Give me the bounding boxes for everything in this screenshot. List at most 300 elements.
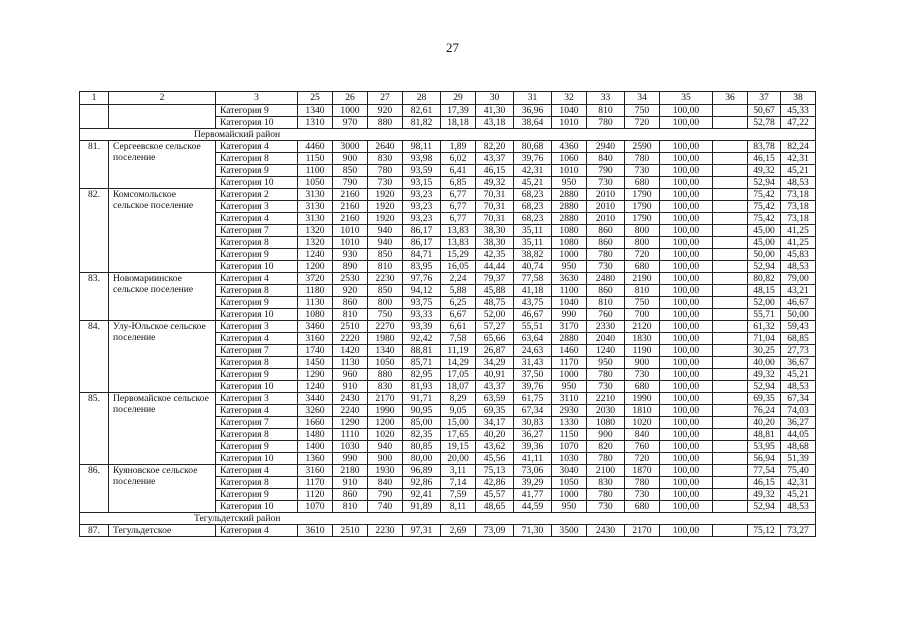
row-index: 87. <box>80 525 109 537</box>
value-cell <box>713 297 748 309</box>
value-cell: 2170 <box>625 525 660 537</box>
value-cell: 43,62 <box>476 441 514 453</box>
value-cell: 73,18 <box>781 213 816 225</box>
value-cell: 1480 <box>298 429 333 441</box>
value-cell: 43,37 <box>476 381 514 393</box>
value-cell: 900 <box>625 357 660 369</box>
value-cell: 79,37 <box>476 273 514 285</box>
value-cell: 100,00 <box>660 309 713 321</box>
value-cell: 97,31 <box>403 525 441 537</box>
value-cell: 2590 <box>625 141 660 153</box>
category-cell: Категория 10 <box>216 117 298 129</box>
value-cell: 18,07 <box>441 381 476 393</box>
value-cell: 780 <box>587 369 625 381</box>
value-cell: 93,23 <box>403 213 441 225</box>
value-cell: 100,00 <box>660 201 713 213</box>
value-cell: 1130 <box>298 297 333 309</box>
value-cell: 1150 <box>298 153 333 165</box>
value-cell: 100,00 <box>660 237 713 249</box>
value-cell: 1070 <box>298 501 333 513</box>
value-cell: 41,77 <box>514 489 552 501</box>
value-cell: 700 <box>625 309 660 321</box>
header-row <box>80 92 816 105</box>
value-cell: 85,00 <box>403 417 441 429</box>
value-cell <box>713 201 748 213</box>
value-cell: 940 <box>368 441 403 453</box>
column-header: 1 <box>80 92 109 105</box>
value-cell: 93,59 <box>403 165 441 177</box>
column-header: 33 <box>587 92 625 105</box>
column-header: 29 <box>441 92 476 105</box>
value-cell: 100,00 <box>660 189 713 201</box>
value-cell: 100,00 <box>660 381 713 393</box>
value-cell: 1150 <box>552 429 587 441</box>
value-cell: 680 <box>625 261 660 273</box>
value-cell: 1240 <box>587 345 625 357</box>
value-cell <box>713 489 748 501</box>
row-index: 85. <box>80 393 109 465</box>
value-cell: 81,82 <box>403 117 441 129</box>
value-cell: 1660 <box>298 417 333 429</box>
value-cell: 93,23 <box>403 201 441 213</box>
value-cell: 780 <box>368 165 403 177</box>
value-cell: 2,69 <box>441 525 476 537</box>
category-cell: Категория 10 <box>216 309 298 321</box>
category-cell: Категория 3 <box>216 321 298 333</box>
value-cell: 48,53 <box>781 261 816 273</box>
value-cell: 1080 <box>552 225 587 237</box>
value-cell <box>713 381 748 393</box>
value-cell: 680 <box>625 381 660 393</box>
value-cell: 850 <box>368 285 403 297</box>
value-cell: 100,00 <box>660 321 713 333</box>
category-cell: Категория 9 <box>216 441 298 453</box>
value-cell: 1420 <box>333 345 368 357</box>
value-cell: 34,29 <box>476 357 514 369</box>
value-cell: 75,13 <box>476 465 514 477</box>
value-cell: 860 <box>587 285 625 297</box>
table-row <box>80 321 816 333</box>
value-cell: 73,27 <box>781 525 816 537</box>
value-cell: 93,98 <box>403 153 441 165</box>
value-cell: 48,65 <box>476 501 514 513</box>
value-cell: 3160 <box>298 333 333 345</box>
value-cell: 50,67 <box>748 105 781 117</box>
value-cell <box>713 153 748 165</box>
value-cell: 760 <box>625 441 660 453</box>
value-cell: 57,27 <box>476 321 514 333</box>
value-cell: 840 <box>368 477 403 489</box>
value-cell: 73,06 <box>514 465 552 477</box>
value-cell: 860 <box>587 225 625 237</box>
value-cell: 55,51 <box>514 321 552 333</box>
value-cell: 3170 <box>552 321 587 333</box>
value-cell: 48,15 <box>748 285 781 297</box>
column-header: 37 <box>748 92 781 105</box>
category-cell: Категория 4 <box>216 213 298 225</box>
value-cell: 19,15 <box>441 441 476 453</box>
value-cell: 77,54 <box>748 465 781 477</box>
value-cell <box>713 261 748 273</box>
value-cell: 100,00 <box>660 297 713 309</box>
value-cell: 1010 <box>552 165 587 177</box>
value-cell: 3260 <box>298 405 333 417</box>
value-cell: 1870 <box>625 465 660 477</box>
value-cell: 820 <box>587 441 625 453</box>
value-cell: 93,23 <box>403 189 441 201</box>
value-cell: 760 <box>587 309 625 321</box>
value-cell: 43,75 <box>514 297 552 309</box>
value-cell: 82,61 <box>403 105 441 117</box>
value-cell: 93,75 <box>403 297 441 309</box>
value-cell: 6,25 <box>441 297 476 309</box>
value-cell: 69,35 <box>476 405 514 417</box>
value-cell: 16,05 <box>441 261 476 273</box>
value-cell: 26,87 <box>476 345 514 357</box>
value-cell: 41,18 <box>514 285 552 297</box>
value-cell: 31,43 <box>514 357 552 369</box>
category-cell: Категория 3 <box>216 201 298 213</box>
value-cell: 49,32 <box>476 177 514 189</box>
value-cell: 100,00 <box>660 225 713 237</box>
value-cell <box>713 333 748 345</box>
value-cell: 45,88 <box>476 285 514 297</box>
value-cell: 42,31 <box>781 153 816 165</box>
value-cell: 7,58 <box>441 333 476 345</box>
column-header: 26 <box>333 92 368 105</box>
value-cell: 720 <box>625 117 660 129</box>
value-cell <box>713 189 748 201</box>
column-header: 25 <box>298 92 333 105</box>
settlement-name: Тегульдетское <box>109 525 216 537</box>
value-cell: 6,77 <box>441 213 476 225</box>
column-header: 30 <box>476 92 514 105</box>
value-cell: 1790 <box>625 201 660 213</box>
value-cell: 1170 <box>552 357 587 369</box>
value-cell: 46,67 <box>781 297 816 309</box>
category-cell: Категория 10 <box>216 501 298 513</box>
value-cell: 48,53 <box>781 177 816 189</box>
value-cell: 3160 <box>298 465 333 477</box>
value-cell: 950 <box>552 177 587 189</box>
value-cell: 720 <box>625 249 660 261</box>
value-cell: 3040 <box>552 465 587 477</box>
value-cell: 86,17 <box>403 225 441 237</box>
settlement-name: Улу-Юльское сельское поселение <box>109 321 216 393</box>
value-cell: 3110 <box>552 393 587 405</box>
category-cell: Категория 8 <box>216 285 298 297</box>
category-cell: Категория 10 <box>216 453 298 465</box>
value-cell: 6,61 <box>441 321 476 333</box>
value-cell <box>713 309 748 321</box>
value-cell: 42,31 <box>781 477 816 489</box>
value-cell: 8,11 <box>441 501 476 513</box>
value-cell: 1170 <box>298 477 333 489</box>
value-cell: 880 <box>368 117 403 129</box>
column-header: 38 <box>781 92 816 105</box>
value-cell: 48,81 <box>748 429 781 441</box>
value-cell <box>713 441 748 453</box>
value-cell: 2040 <box>587 333 625 345</box>
category-cell: Категория 10 <box>216 261 298 273</box>
value-cell: 93,33 <box>403 309 441 321</box>
value-cell: 3130 <box>298 213 333 225</box>
value-cell: 39,76 <box>514 153 552 165</box>
value-cell: 1310 <box>298 117 333 129</box>
category-cell: Категория 8 <box>216 153 298 165</box>
value-cell: 17,39 <box>441 105 476 117</box>
value-cell: 46,15 <box>748 153 781 165</box>
value-cell: 44,59 <box>514 501 552 513</box>
value-cell: 2880 <box>552 213 587 225</box>
value-cell: 77,58 <box>514 273 552 285</box>
column-header: 2 <box>109 92 216 105</box>
value-cell: 1110 <box>333 429 368 441</box>
value-cell: 2940 <box>587 141 625 153</box>
value-cell: 2010 <box>587 201 625 213</box>
value-cell: 1050 <box>552 477 587 489</box>
value-cell: 940 <box>368 225 403 237</box>
value-cell: 2430 <box>333 393 368 405</box>
value-cell: 100,00 <box>660 153 713 165</box>
value-cell: 73,09 <box>476 525 514 537</box>
value-cell: 3440 <box>298 393 333 405</box>
category-cell: Категория 10 <box>216 177 298 189</box>
value-cell: 42,31 <box>514 165 552 177</box>
value-cell: 39,29 <box>514 477 552 489</box>
value-cell: 730 <box>587 261 625 273</box>
column-header: 32 <box>552 92 587 105</box>
value-cell: 2230 <box>368 525 403 537</box>
value-cell: 50,00 <box>781 309 816 321</box>
value-cell: 74,03 <box>781 405 816 417</box>
value-cell: 2010 <box>587 189 625 201</box>
value-cell: 810 <box>587 105 625 117</box>
value-cell <box>713 273 748 285</box>
settlement-name <box>109 105 216 129</box>
value-cell: 810 <box>587 297 625 309</box>
value-cell: 2510 <box>333 525 368 537</box>
value-cell: 2210 <box>587 393 625 405</box>
value-cell: 45,00 <box>748 225 781 237</box>
value-cell: 1920 <box>368 189 403 201</box>
table-row <box>80 105 816 117</box>
value-cell: 1080 <box>298 309 333 321</box>
value-cell: 45,21 <box>781 369 816 381</box>
settlement-name: Куяновское сельское поселение <box>109 465 216 513</box>
value-cell: 750 <box>368 309 403 321</box>
value-cell: 1920 <box>368 213 403 225</box>
category-cell: Категория 10 <box>216 381 298 393</box>
value-cell: 61,75 <box>514 393 552 405</box>
value-cell: 24,63 <box>514 345 552 357</box>
value-cell: 1930 <box>368 465 403 477</box>
value-cell: 1040 <box>552 297 587 309</box>
value-cell: 2270 <box>368 321 403 333</box>
value-cell: 1320 <box>298 237 333 249</box>
value-cell: 920 <box>333 285 368 297</box>
value-cell <box>713 357 748 369</box>
value-cell: 1290 <box>333 417 368 429</box>
value-cell: 990 <box>552 309 587 321</box>
value-cell: 3000 <box>333 141 368 153</box>
value-cell: 41,11 <box>514 453 552 465</box>
table-row <box>80 393 816 405</box>
value-cell: 45,00 <box>748 237 781 249</box>
value-cell: 52,94 <box>748 261 781 273</box>
value-cell: 73,18 <box>781 201 816 213</box>
value-cell: 8,29 <box>441 393 476 405</box>
value-cell: 49,32 <box>748 165 781 177</box>
value-cell: 47,22 <box>781 117 816 129</box>
value-cell: 35,11 <box>514 225 552 237</box>
value-cell: 810 <box>368 261 403 273</box>
value-cell: 100,00 <box>660 273 713 285</box>
value-cell: 850 <box>368 249 403 261</box>
value-cell: 6,41 <box>441 165 476 177</box>
value-cell: 75,42 <box>748 189 781 201</box>
value-cell: 48,68 <box>781 441 816 453</box>
value-cell <box>713 417 748 429</box>
settlement-name: Сергеевское сельское поселение <box>109 141 216 189</box>
value-cell: 36,27 <box>514 429 552 441</box>
value-cell: 1080 <box>587 417 625 429</box>
value-cell: 40,20 <box>748 417 781 429</box>
value-cell: 76,24 <box>748 405 781 417</box>
value-cell <box>713 105 748 117</box>
value-cell: 1320 <box>298 225 333 237</box>
value-cell: 92,86 <box>403 477 441 489</box>
value-cell: 20,00 <box>441 453 476 465</box>
table-row <box>80 465 816 477</box>
value-cell: 70,31 <box>476 213 514 225</box>
value-cell: 1240 <box>298 381 333 393</box>
value-cell: 2120 <box>625 321 660 333</box>
value-cell: 48,53 <box>781 381 816 393</box>
value-cell: 30,25 <box>748 345 781 357</box>
value-cell: 7,14 <box>441 477 476 489</box>
value-cell: 41,30 <box>476 105 514 117</box>
column-header: 28 <box>403 92 441 105</box>
value-cell: 2180 <box>333 465 368 477</box>
value-cell <box>713 117 748 129</box>
value-cell <box>713 321 748 333</box>
value-cell: 86,17 <box>403 237 441 249</box>
category-cell: Категория 7 <box>216 225 298 237</box>
value-cell: 2170 <box>368 393 403 405</box>
value-cell: 45,21 <box>781 489 816 501</box>
value-cell: 1810 <box>625 405 660 417</box>
column-header: 3 <box>216 92 298 105</box>
value-cell: 69,35 <box>748 393 781 405</box>
value-cell: 2030 <box>587 405 625 417</box>
value-cell: 2530 <box>333 273 368 285</box>
value-cell: 100,00 <box>660 393 713 405</box>
column-header: 35 <box>660 92 713 105</box>
value-cell: 940 <box>368 237 403 249</box>
value-cell: 63,64 <box>514 333 552 345</box>
value-cell: 1010 <box>333 237 368 249</box>
category-cell: Категория 4 <box>216 273 298 285</box>
value-cell: 960 <box>333 369 368 381</box>
value-cell: 41,25 <box>781 237 816 249</box>
value-cell: 100,00 <box>660 357 713 369</box>
value-cell: 860 <box>587 237 625 249</box>
value-cell: 1990 <box>625 393 660 405</box>
value-cell: 42,35 <box>476 249 514 261</box>
value-cell: 14,29 <box>441 357 476 369</box>
value-cell: 94,12 <box>403 285 441 297</box>
value-cell: 83,95 <box>403 261 441 273</box>
value-cell: 1000 <box>552 369 587 381</box>
value-cell: 780 <box>587 453 625 465</box>
category-cell: Категория 4 <box>216 405 298 417</box>
value-cell: 100,00 <box>660 333 713 345</box>
value-cell: 100,00 <box>660 441 713 453</box>
value-cell: 950 <box>552 501 587 513</box>
value-cell: 6,77 <box>441 189 476 201</box>
value-cell <box>713 141 748 153</box>
value-cell: 3130 <box>298 201 333 213</box>
value-cell: 740 <box>368 501 403 513</box>
value-cell: 45,83 <box>781 249 816 261</box>
value-cell <box>713 453 748 465</box>
section-row <box>80 513 816 525</box>
value-cell: 1790 <box>625 213 660 225</box>
category-cell: Категория 7 <box>216 417 298 429</box>
value-cell: 2880 <box>552 201 587 213</box>
value-cell: 900 <box>333 153 368 165</box>
value-cell: 1130 <box>333 357 368 369</box>
value-cell: 1920 <box>368 201 403 213</box>
value-cell: 830 <box>368 381 403 393</box>
value-cell: 83,78 <box>748 141 781 153</box>
value-cell: 3,11 <box>441 465 476 477</box>
value-cell: 100,00 <box>660 213 713 225</box>
value-cell: 100,00 <box>660 477 713 489</box>
category-cell: Категория 9 <box>216 105 298 117</box>
value-cell: 9,05 <box>441 405 476 417</box>
value-cell <box>713 393 748 405</box>
value-cell: 51,39 <box>781 453 816 465</box>
value-cell: 67,34 <box>781 393 816 405</box>
value-cell: 80,85 <box>403 441 441 453</box>
value-cell: 2880 <box>552 333 587 345</box>
value-cell: 900 <box>368 453 403 465</box>
row-index: 82. <box>80 189 109 273</box>
value-cell: 68,85 <box>781 333 816 345</box>
value-cell: 950 <box>552 381 587 393</box>
value-cell: 100,00 <box>660 165 713 177</box>
value-cell: 37,50 <box>514 369 552 381</box>
page-number: 27 <box>446 40 459 55</box>
value-cell: 1010 <box>333 225 368 237</box>
value-cell: 48,53 <box>781 501 816 513</box>
value-cell: 80,82 <box>748 273 781 285</box>
value-cell: 1980 <box>368 333 403 345</box>
value-cell: 850 <box>333 165 368 177</box>
value-cell: 2160 <box>333 189 368 201</box>
value-cell: 100,00 <box>660 345 713 357</box>
column-header: 31 <box>514 92 552 105</box>
value-cell: 2510 <box>333 321 368 333</box>
value-cell: 100,00 <box>660 369 713 381</box>
value-cell: 680 <box>625 501 660 513</box>
value-cell: 7,59 <box>441 489 476 501</box>
value-cell: 860 <box>333 297 368 309</box>
row-index: 83. <box>80 273 109 321</box>
category-cell: Категория 9 <box>216 165 298 177</box>
